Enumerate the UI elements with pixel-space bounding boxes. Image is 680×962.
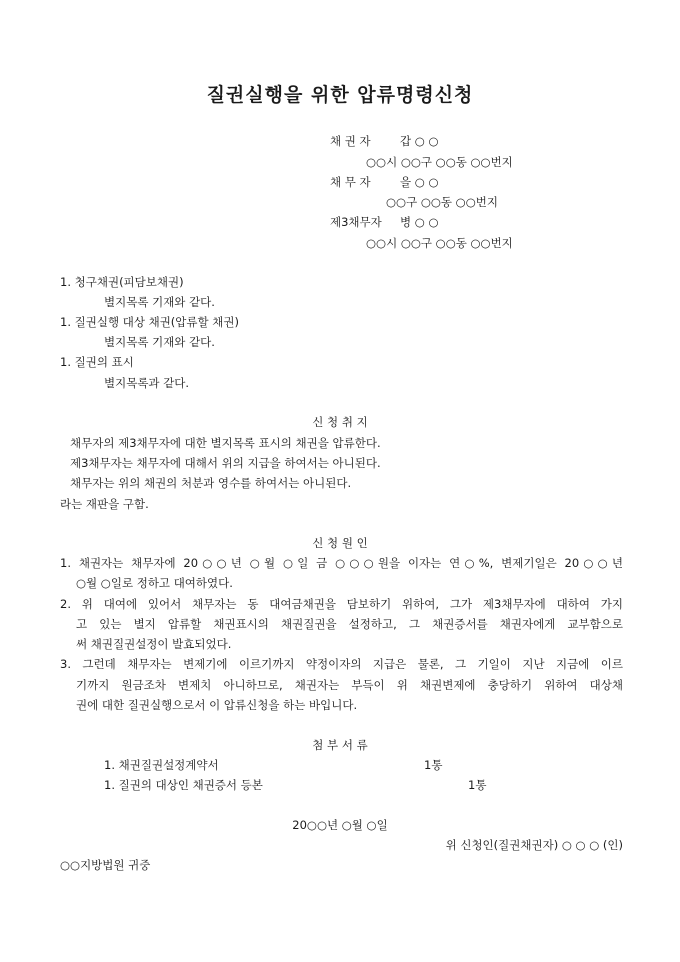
attachment-count: 1통 [468, 778, 487, 792]
cause-line: 고 있는 별지 압류할 채권표시의 채권질권을 설정하고, 그 채권증서를 채권자에게 교부함으로 [76, 617, 623, 631]
third-debtor-label: 제3채무자 [330, 215, 382, 229]
debtor-address: ○○구 ○○동 ○○번지 [386, 195, 498, 209]
applicant-signature: 위 신청인(질권채권자) ○ ○ ○ (인) [445, 838, 623, 852]
debtor-label: 채 무 자 [330, 175, 371, 189]
claim-detail: 별지목록 기재와 같다. [104, 295, 215, 309]
cause-line: 3. 그런데 채무자는 변제기에 이르기까지 약정이자의 지급은 물론, 그 기일이 지난 지금에 이르 [60, 657, 623, 671]
purpose-heading: 신 청 취 지 [312, 415, 368, 429]
attachments-heading: 첨 부 서 류 [312, 738, 368, 752]
purpose-line: 제3채무자는 채무자에 대해서 위의 지급을 하여서는 아니된다. [70, 456, 381, 470]
cause-line: 기까지 원금조차 변제치 아니하므로, 채권자는 부득이 위 채권변제에 충당하기 위하여 대상채 [76, 678, 623, 692]
purpose-line: 채무자의 제3채무자에 대한 별지목록 표시의 채권을 압류한다. [70, 436, 381, 450]
document-title: 질권실행을 위한 압류명령신청 [206, 84, 474, 106]
cause-line: 써 채권질권설정이 발효되었다. [76, 637, 232, 651]
cause-line: 권에 대한 질권실행으로서 이 압류신청을 하는 바입니다. [76, 698, 358, 712]
creditor-name: 갑 ○ ○ [400, 134, 439, 148]
claim-detail: 별지목록과 같다. [104, 376, 190, 390]
purpose-line: 채무자는 위의 채권의 처분과 영수를 하여서는 아니된다. [70, 476, 352, 490]
attachment-name: 1. 질권의 대상인 채권증서 등본 [104, 778, 263, 792]
claim-heading: 1. 청구채권(피담보채권) [60, 275, 184, 289]
cause-heading: 신 청 원 인 [312, 536, 368, 550]
creditor-address: ○○시 ○○구 ○○동 ○○번지 [366, 155, 513, 169]
claim-heading: 1. 질권의 표시 [60, 355, 134, 369]
cause-line: ○월 ○일로 정하고 대여하였다. [76, 576, 233, 590]
creditor-label: 채 권 자 [330, 134, 371, 148]
purpose-closing: 라는 재판을 구함. [60, 497, 149, 511]
cause-line: 1. 채권자는 채무자에 20○○년 ○월 ○일 금 ○○○원을 이자는 연○%, 변제기일은 20○○년 [60, 556, 623, 570]
cause-line: 2. 위 대여에 있어서 채무자는 동 대여금채권을 담보하기 위하여, 그가 제3채무자에 대하여 가지 [60, 597, 623, 611]
third-debtor-address: ○○시 ○○구 ○○동 ○○번지 [366, 236, 513, 250]
claim-heading: 1. 질권실행 대상 채권(압류할 채권) [60, 315, 239, 329]
third-debtor-name: 병 ○ ○ [400, 215, 439, 229]
debtor-name: 을 ○ ○ [400, 175, 439, 189]
attachment-name: 1. 채권질권설정계약서 [104, 758, 219, 772]
attachment-count: 1통 [424, 758, 443, 772]
claim-detail: 별지목록 기재와 같다. [104, 335, 215, 349]
court-addressee: ○○지방법원 귀중 [60, 858, 151, 872]
application-date: 20○○년 ○월 ○일 [292, 818, 388, 832]
